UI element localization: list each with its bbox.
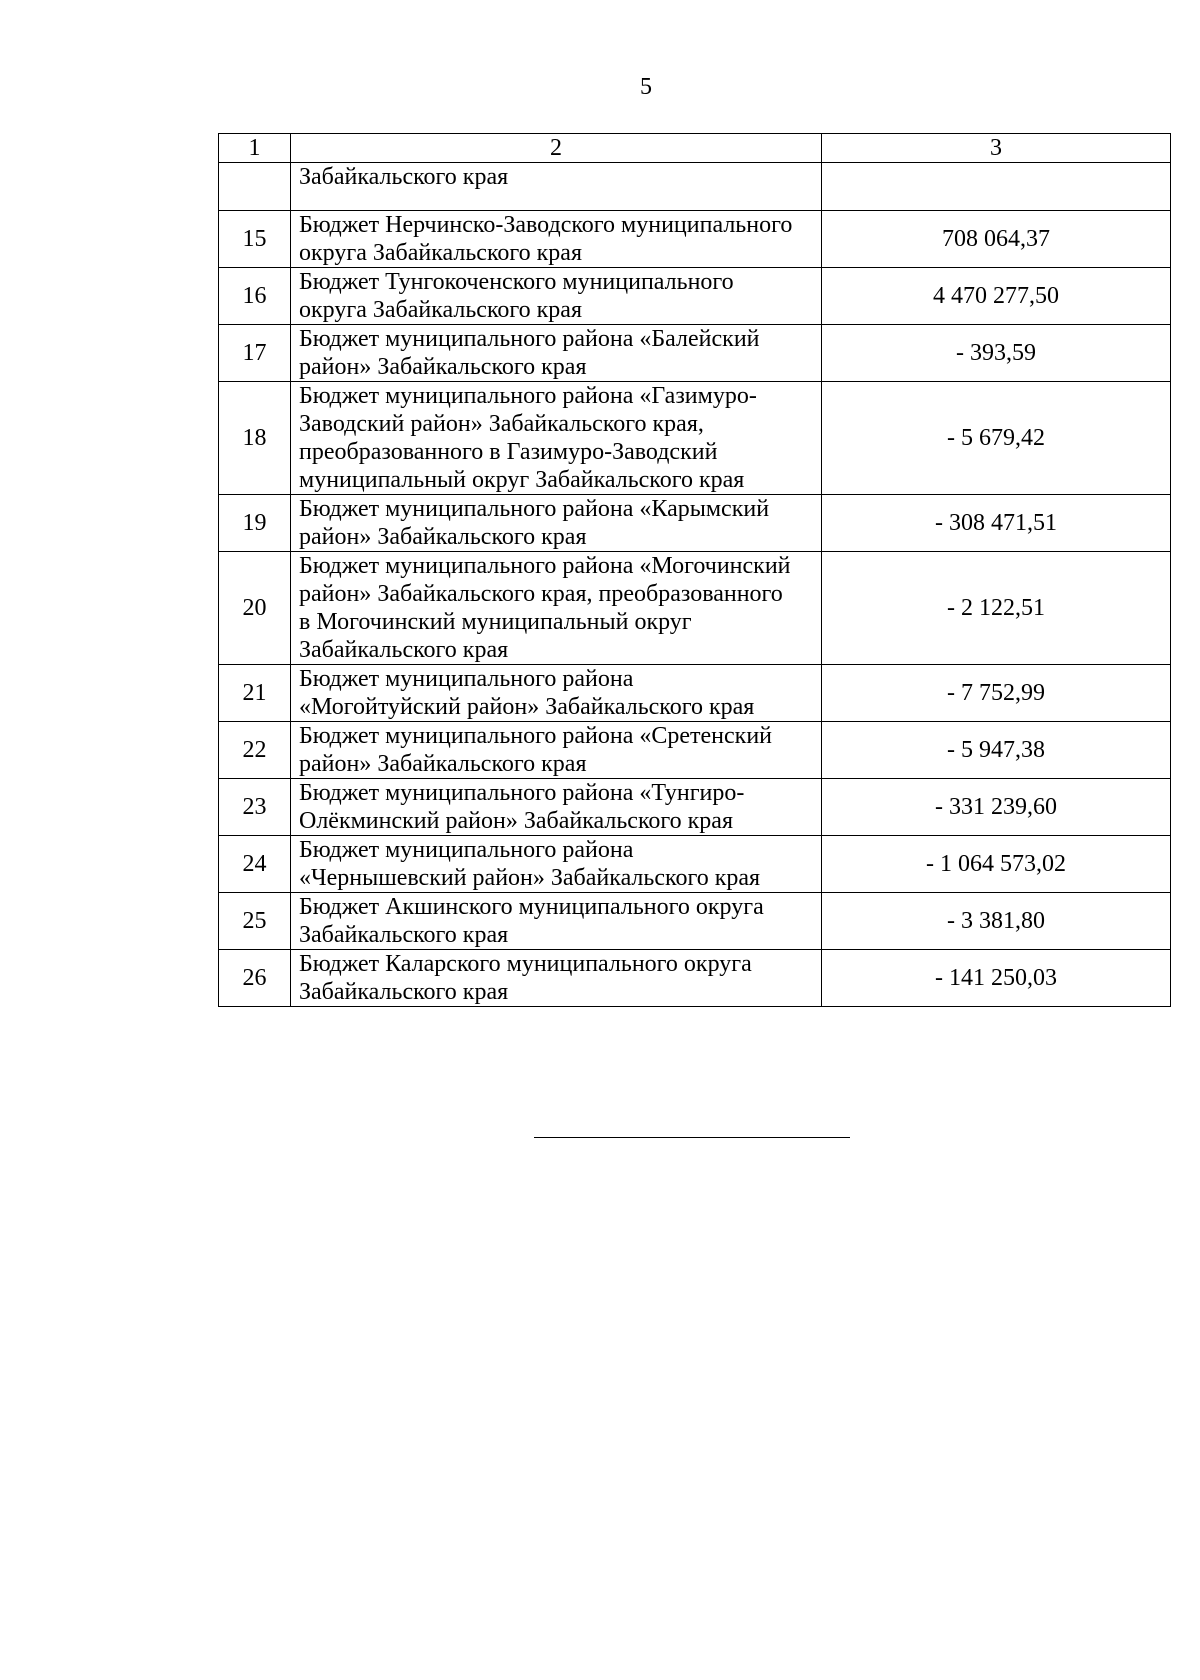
table-row <box>219 665 1171 722</box>
closing-horizontal-rule <box>534 1137 850 1138</box>
row-amount: - 1 064 573,02 <box>822 836 1171 893</box>
row-budget-name <box>291 893 822 950</box>
row-amount: - 141 250,03 <box>822 950 1171 1007</box>
row-number <box>219 163 291 211</box>
table-row <box>219 268 1171 325</box>
row-budget-name-text: Бюджет муниципального района «Могойтуйский район» Забайкальского края <box>299 666 755 720</box>
column-header-1: 1 <box>219 134 291 163</box>
row-budget-name-text: Бюджет муниципального района «Чернышевский район» Забайкальского края <box>299 837 761 891</box>
row-budget-name-text: Забайкальского края <box>299 164 509 190</box>
row-budget-name <box>291 382 822 495</box>
table-row <box>219 893 1171 950</box>
row-number: 23 <box>219 779 291 836</box>
row-number: 25 <box>219 893 291 950</box>
row-amount: - 308 471,51 <box>822 495 1171 552</box>
row-number: 17 <box>219 325 291 382</box>
table-row <box>219 325 1171 382</box>
column-header-2: 2 <box>291 134 822 163</box>
row-number: 16 <box>219 268 291 325</box>
row-amount: - 2 122,51 <box>822 552 1171 665</box>
row-budget-name-text: Бюджет муниципального района «Тунгиро- Олёкминский район» Забайкальского края <box>299 780 745 834</box>
table-row <box>219 495 1171 552</box>
table-row <box>219 836 1171 893</box>
row-number: 21 <box>219 665 291 722</box>
table-row <box>219 722 1171 779</box>
row-amount: - 393,59 <box>822 325 1171 382</box>
row-budget-name <box>291 495 822 552</box>
row-budget-name <box>291 665 822 722</box>
table-row <box>219 211 1171 268</box>
page-number: 5 <box>640 74 652 100</box>
table-row <box>219 552 1171 665</box>
row-budget-name <box>291 211 822 268</box>
budget-table <box>218 133 1171 1007</box>
row-budget-name-text: Бюджет муниципального района «Газимуро- Заводский район» Забайкальского края, преобразованного в Газимуро-Заводский муниципальный округ Забайкальского края <box>299 383 757 493</box>
row-budget-name-text: Бюджет Нерчинско-Заводского муниципального округа Забайкальского края <box>299 212 793 266</box>
table-row <box>219 163 1171 211</box>
row-amount: - 5 679,42 <box>822 382 1171 495</box>
row-budget-name <box>291 722 822 779</box>
row-budget-name-text: Бюджет муниципального района «Карымский район» Забайкальского края <box>299 496 770 550</box>
row-number: 15 <box>219 211 291 268</box>
row-budget-name-text: Бюджет муниципального района «Сретенский район» Забайкальского края <box>299 723 773 777</box>
row-budget-name <box>291 325 822 382</box>
row-amount <box>822 163 1171 211</box>
row-budget-name-text: Бюджет муниципального района «Могочинский район» Забайкальского края, преобразованного в Могочинский муниципальный округ Забайкальского края <box>299 553 791 663</box>
row-budget-name-text: Бюджет Тунгокоченского муниципального округа Забайкальского края <box>299 269 734 323</box>
row-budget-name <box>291 268 822 325</box>
table-row <box>219 779 1171 836</box>
row-amount: - 7 752,99 <box>822 665 1171 722</box>
row-budget-name <box>291 163 822 211</box>
row-number: 26 <box>219 950 291 1007</box>
column-header-3: 3 <box>822 134 1171 163</box>
row-amount: 4 470 277,50 <box>822 268 1171 325</box>
row-amount: - 3 381,80 <box>822 893 1171 950</box>
row-budget-name-text: Бюджет Акшинского муниципального округа Забайкальского края <box>299 894 764 948</box>
row-number: 20 <box>219 552 291 665</box>
row-number: 18 <box>219 382 291 495</box>
row-number: 19 <box>219 495 291 552</box>
row-budget-name-text: Бюджет муниципального района «Балейский район» Забайкальского края <box>299 326 760 380</box>
row-number: 22 <box>219 722 291 779</box>
table-row <box>219 950 1171 1007</box>
row-budget-name <box>291 552 822 665</box>
table-row <box>219 382 1171 495</box>
row-budget-name <box>291 950 822 1007</box>
row-budget-name <box>291 779 822 836</box>
row-amount: - 5 947,38 <box>822 722 1171 779</box>
row-budget-name-text: Бюджет Каларского муниципального округа Забайкальского края <box>299 951 752 1005</box>
table-header-row <box>219 134 1171 163</box>
row-budget-name <box>291 836 822 893</box>
row-number: 24 <box>219 836 291 893</box>
row-amount: 708 064,37 <box>822 211 1171 268</box>
row-amount: - 331 239,60 <box>822 779 1171 836</box>
